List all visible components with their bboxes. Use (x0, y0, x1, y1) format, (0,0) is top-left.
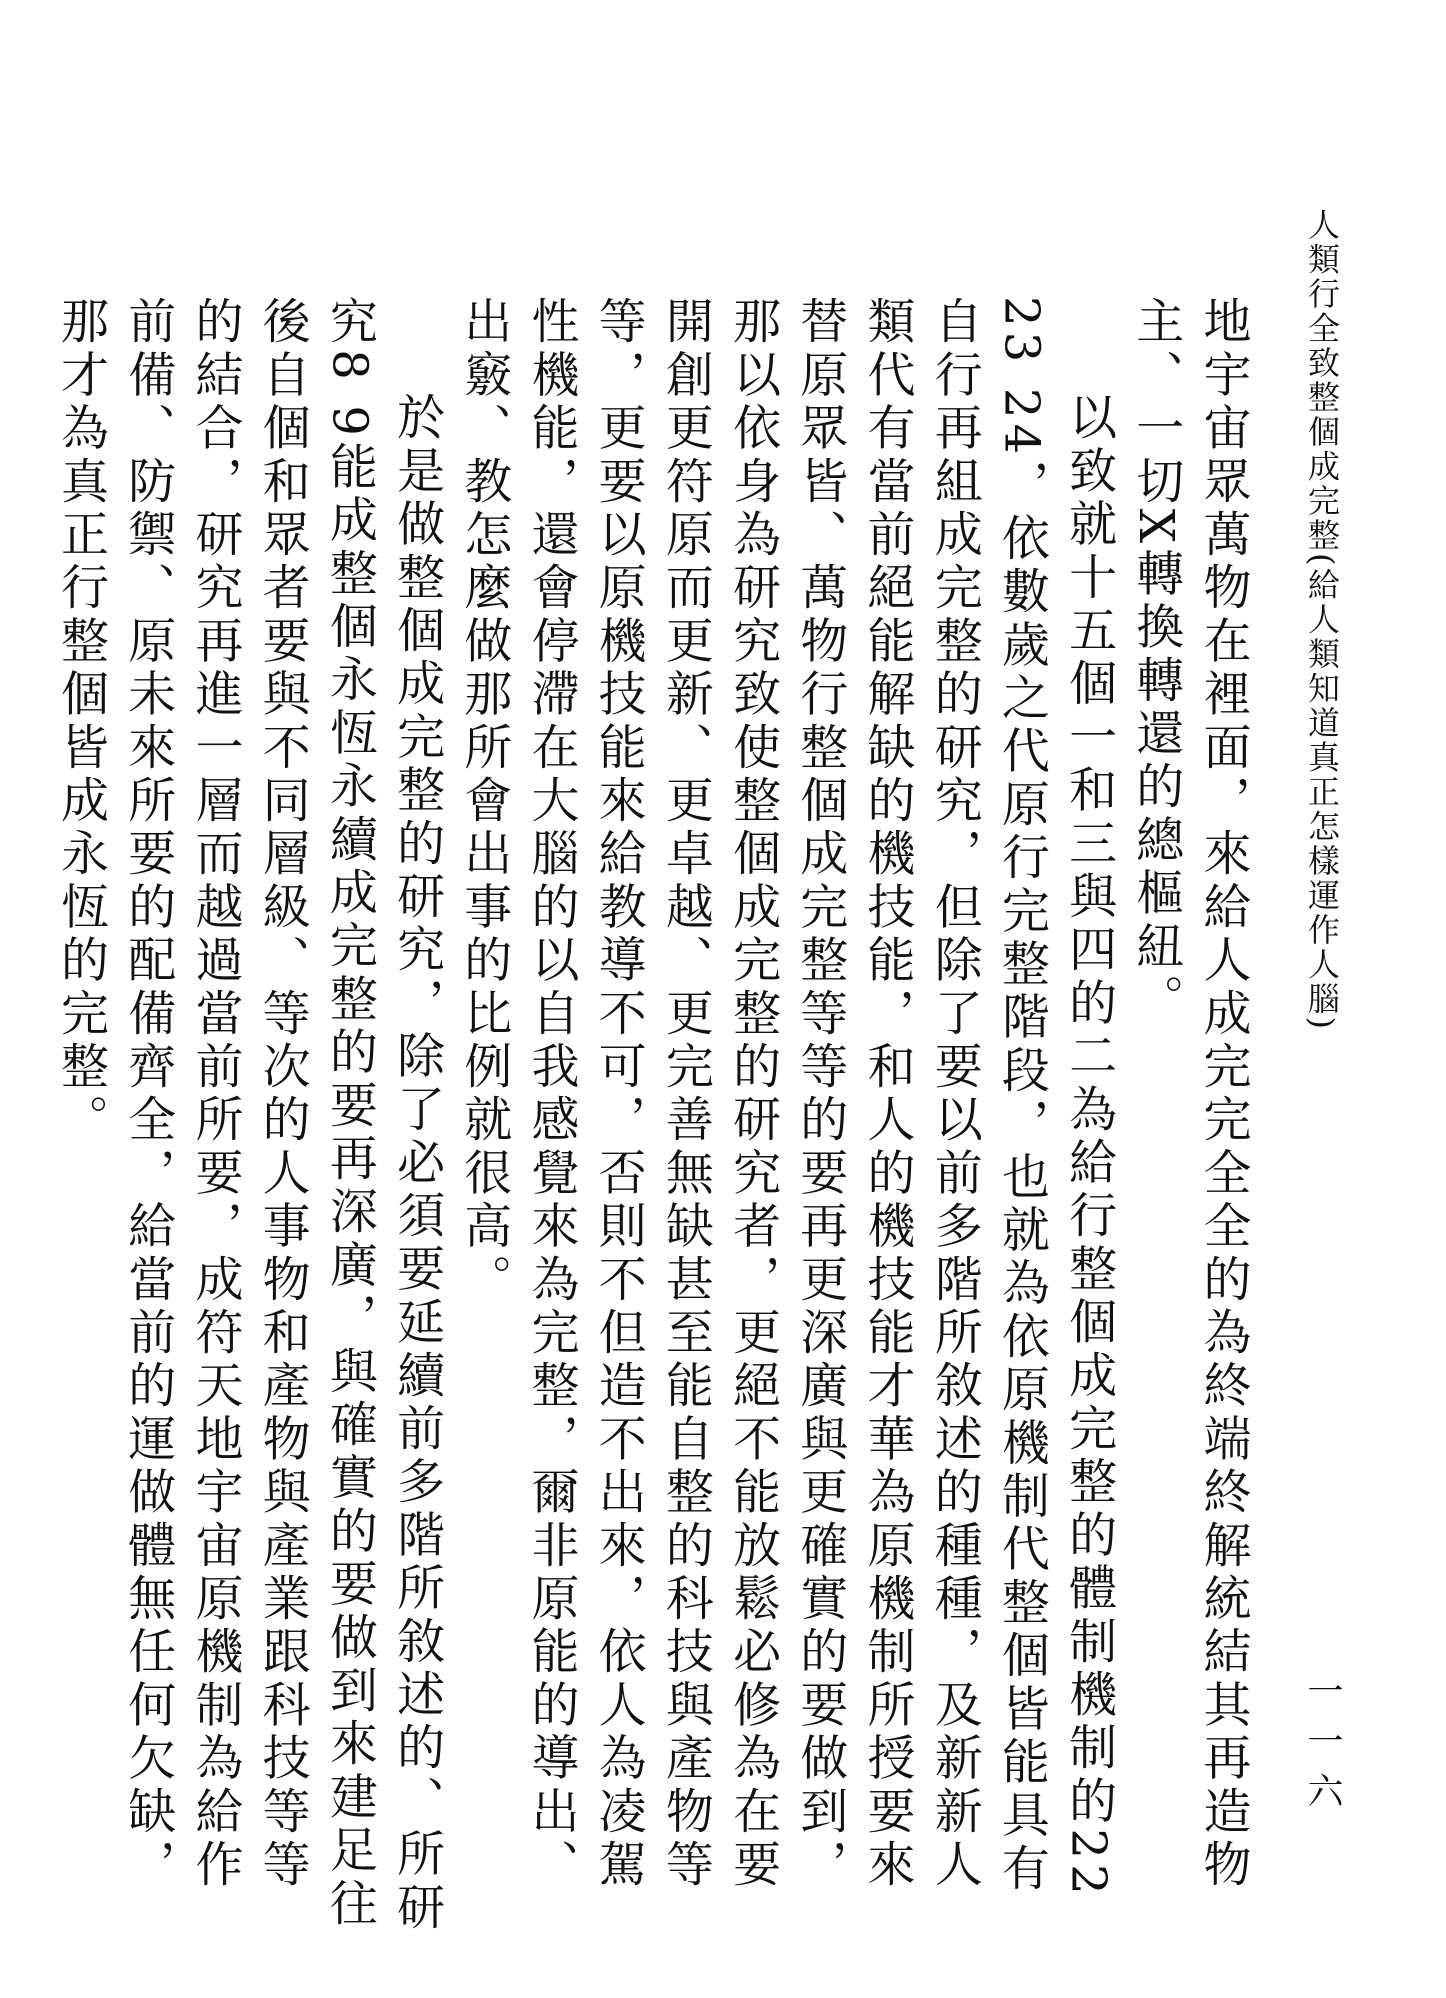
paragraph-1: 地宇宙眾萬物在裡面，來給人成完完全全的為終端終解統結其再造物主、一切X轉換轉還的總樞紐。 (1127, 296, 1251, 1892)
running-head: 人類行全致整個成完整(給人類知道真正怎樣運作人腦) (1303, 208, 1341, 1032)
paragraph-3: 於是做整個成完整的研究，除了必須要延續前多階所敘述的、所研究8 9能成整個永恆永續成完整的要再深廣，與確實的要做到來建足往後自個和眾者要與不同層級、等次的人事物和產物與產業跟科技等等的結合，研究再進一層而越過當前所要，成符天地宇宙原機制為給作前備、防禦、原未來所要的配備齊全，給當前的運做體無任何欠缺，那才為真正行整個皆成永恆的完整。 (52, 296, 445, 1935)
paragraph-2: 以致就十五個一和三與四的二為給行整個成完整的體制機制的22 23 24，依數歲之代原行完整階段，也就為依原機制代整個皆能具有自行再組成完整的研究，但除了要以前多階所敘述的種種，及新新人類代有當前絕能解缺的機技能，和人的機技能才華為原機制所授要來替原眾皆、萬物行整個成完整等等的要再更深廣與更確實的要做到，那以依身為研究致使整個成完整的研究者，更絕不能放鬆必修為在要開創更符原而更新、更卓越、更完善無缺甚至能自整的科技與產物等等，更要以原機技能來給教導不可，否則不但造不出來，依人為凌駕性機能，還會停滯在大腦的以自我感覺來為完整，爾非原能的導出、出竅、教怎麼做那所會出事的比例就很高。 (455, 296, 1117, 1900)
body-text (52, 296, 1256, 1936)
page-number: 一一六 (1302, 1672, 1343, 1822)
